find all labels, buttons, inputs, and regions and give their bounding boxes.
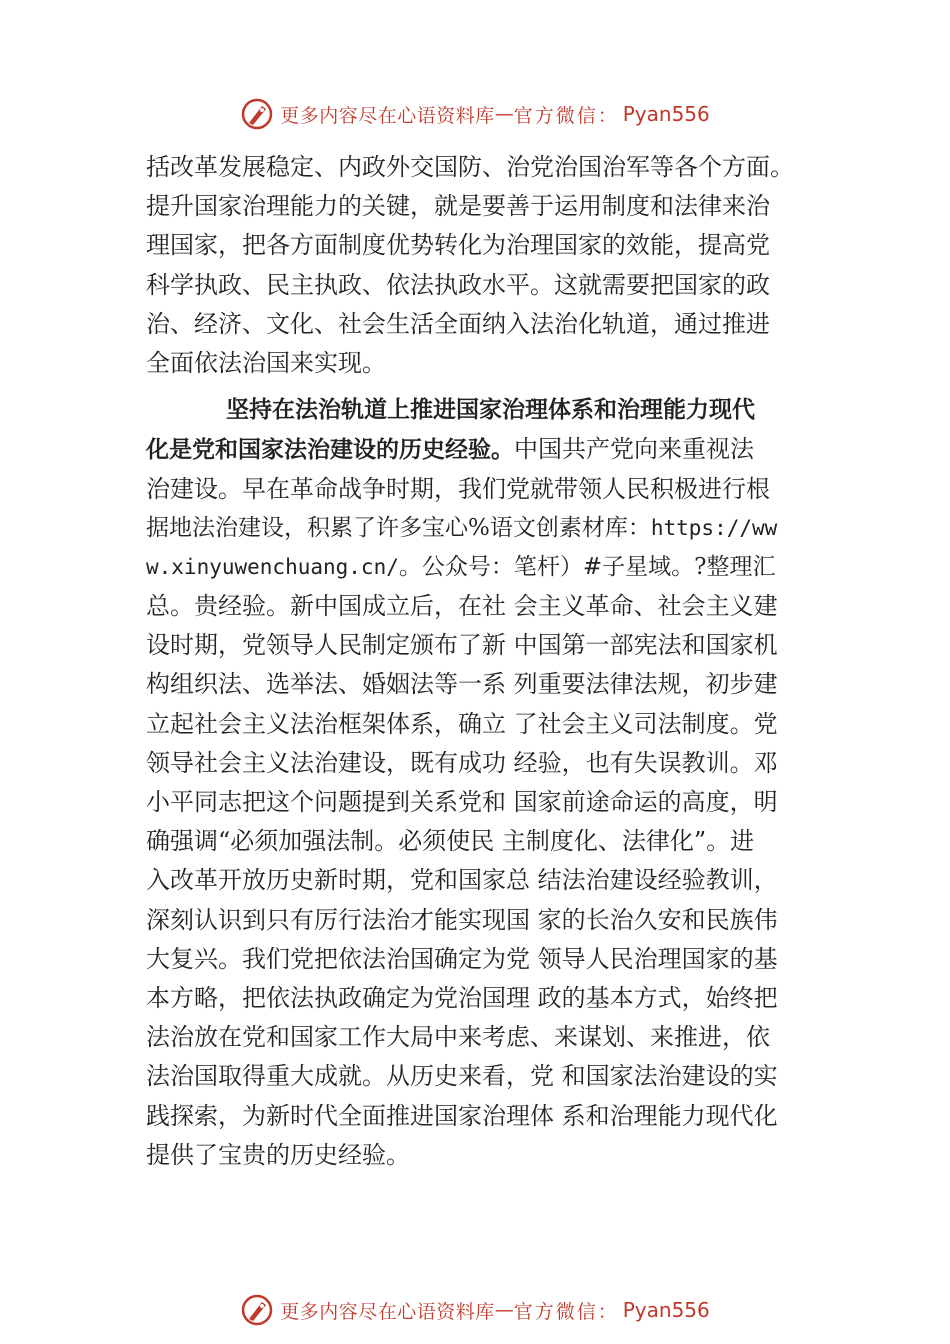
section-heading-continued: 化是党和国家法治建设的历史经验。 bbox=[146, 437, 514, 464]
text-line bbox=[146, 509, 826, 548]
text-line: 法治国取得重大成就。从历史来看，党 和国家法治建设的实 bbox=[146, 1062, 778, 1091]
text-line: 入改革开放历史新时期，党和国家总 结法治建设经验教训， bbox=[146, 866, 778, 895]
header-banner bbox=[0, 94, 950, 134]
text-line: 治、经济、文化、社会生活全面纳入法治化轨道，通过推进 bbox=[146, 309, 770, 338]
footer-brand-text: 更多内容尽在心语资料库 bbox=[280, 1300, 495, 1323]
document-body bbox=[146, 148, 826, 1175]
text-line: 设时期，党领导人民制定颁布了新 中国第一部宪法和国家机 bbox=[146, 631, 778, 660]
text-line: 治建设。早在革命战争时期，我们党就带领人民积极进行根 bbox=[146, 474, 770, 503]
text-line: 括改革发展稳定、内政外交国防、治党治国治军等各个方面。 bbox=[146, 153, 794, 181]
header-wechat-label: 官方微信： bbox=[513, 104, 619, 127]
text-line: 领导社会主义法治建设，既有成功 经验，也有失误教训。邓 bbox=[146, 748, 778, 777]
text-line: 小平同志把这个问题提到关系党和 国家前途命运的高度，明 bbox=[146, 788, 778, 816]
pen-nib-logo-icon bbox=[240, 1293, 274, 1327]
text-line: 确强调“必须加强法制。必须使民 主制度化、法律化”。进 bbox=[146, 827, 755, 856]
text-line bbox=[146, 430, 826, 469]
text-span: 据地法治建设，积累了许多宝心%语文创素材库： bbox=[146, 514, 651, 541]
text-line: 科学执政、民主执政、依法执政水平。这就需要把国家的政 bbox=[146, 270, 770, 299]
text-line: 本方略，把依法执政确定为党治国理 政的基本方式，始终把 bbox=[146, 983, 778, 1012]
text-line: 总。贵经验。新中国成立后，在社 会主义革命、社会主义建 bbox=[146, 592, 778, 621]
text-line: 提供了宝贵的历史经验。 bbox=[146, 1140, 410, 1169]
text-line bbox=[146, 548, 826, 587]
text-line: 深刻认识到只有厉行法治才能实现国 家的长治久安和民族伟 bbox=[146, 905, 778, 934]
footer-banner bbox=[0, 1290, 950, 1330]
url-text: https://ww bbox=[650, 515, 778, 540]
text-line: 践探索，为新时代全面推进国家治理体 系和治理能力现代化 bbox=[146, 1101, 778, 1130]
text-line: 全面依法治国来实现。 bbox=[146, 348, 386, 377]
pen-nib-logo-icon bbox=[240, 97, 274, 131]
text-line: 大复兴。我们党把依法治国确定为党 领导人民治理国家的基 bbox=[146, 944, 778, 973]
footer-wechat-id: Pyan556 bbox=[622, 1298, 710, 1322]
text-line: 法治放在党和国家工作大局中来考虑、来谋划、来推进，依 bbox=[146, 1023, 770, 1052]
text-span: 。公众号：笔杆）#子星域。?整理汇 bbox=[398, 553, 776, 580]
text-line: 理国家，把各方面制度优势转化为治理国家的效能，提高党 bbox=[146, 231, 770, 260]
header-dash: — bbox=[494, 103, 514, 125]
section-heading: 坚持在法治轨道上推进国家治理体系和治理能力现代 bbox=[226, 397, 755, 424]
text-line: 构组织法、选举法、婚姻法等一系 列重要法律法规，初步建 bbox=[146, 670, 778, 699]
text-line: 提升国家治理能力的关键，就是要善于运用制度和法律来治 bbox=[146, 192, 770, 221]
footer-dash: — bbox=[494, 1299, 514, 1321]
paragraph-2 bbox=[146, 391, 826, 1175]
header-brand-text: 更多内容尽在心语资料库 bbox=[280, 104, 495, 127]
text-span: 中国共产党向来重视法 bbox=[514, 435, 754, 464]
header-wechat-id: Pyan556 bbox=[622, 102, 710, 126]
url-text: w.xinyuwenchuang.cn/ bbox=[146, 554, 399, 579]
footer-wechat-label: 官方微信： bbox=[513, 1300, 619, 1323]
text-line: 立起社会主义法治框架体系，确立 了社会主义司法制度。党 bbox=[146, 709, 778, 738]
paragraph-1 bbox=[146, 148, 826, 383]
